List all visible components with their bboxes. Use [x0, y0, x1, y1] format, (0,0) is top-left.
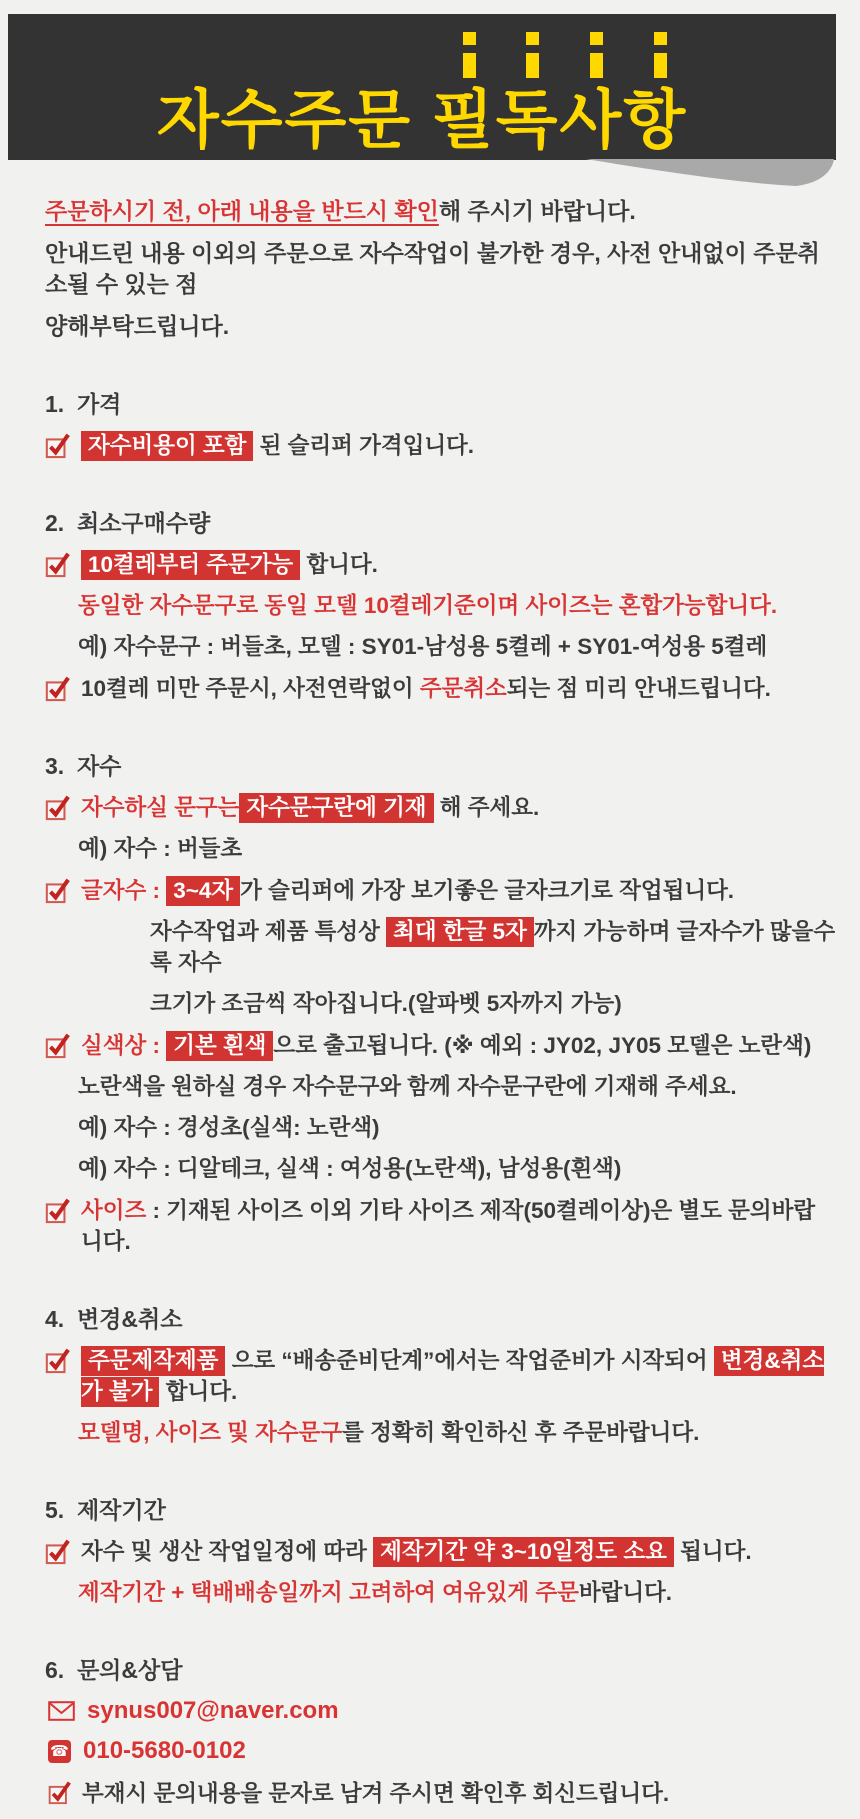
thread-color-note: 노란색을 원하실 경우 자수문구와 함께 자수문구란에 기재해 주세요.: [78, 1074, 737, 1099]
char-count-note-2: 크기가 조금씩 작아집니다.(알파벳 5자까지 가능): [150, 991, 622, 1016]
cancel-warning-text: [81, 672, 771, 704]
contact-phone: 010-5680-0102: [83, 1737, 246, 1764]
section-min-quantity-heading: 2. 최소구매수량: [45, 510, 211, 536]
change-cancel-note-red: 모델명, 사이즈 및 자수문구: [78, 1420, 343, 1445]
price-item: [45, 429, 836, 461]
change-cancel-b: 합니다.: [165, 1379, 238, 1404]
embroidery-phrase-highlight: 자수문구란에 기재: [239, 793, 433, 823]
section-price: [45, 389, 836, 461]
embroidery-phrase-red: 자수하실 문구는: [81, 795, 240, 820]
section-min-quantity: [45, 508, 836, 704]
intro-warning-red: 주문하시기 전, 아래 내용을 반드시 확인: [45, 198, 439, 224]
thread-color-highlight: 기본 흰색: [166, 1031, 273, 1061]
price-highlight: 자수비용이 포함: [81, 431, 253, 461]
char-count-b: 가 슬리퍼에 가장 보기좋은 글자크기로 작업됩니다.: [240, 878, 735, 903]
char-count-note-a: 자수작업과 제품 특성상: [150, 919, 387, 944]
section-production-period-heading: 5. 제작기간: [45, 1497, 166, 1523]
intro-block: [45, 196, 836, 342]
checkbox-check-icon: [45, 675, 70, 701]
checkbox-check-icon: [45, 877, 70, 903]
thread-color-b: 으로 출고됩니다. (※ 예외 : JY02, JY05 모델은 노란색): [273, 1033, 812, 1058]
embroidery-example: 예) 자수 : 버들초: [78, 836, 243, 861]
cancel-warning-red: 주문취소: [419, 676, 507, 701]
change-cancel-text: [81, 1344, 836, 1407]
production-period-b: 됩니다.: [673, 1539, 752, 1564]
page-title: [156, 84, 688, 156]
production-period-highlight: 제작기간 약 3~10일정도 소요: [373, 1537, 674, 1567]
min-quantity-item: [45, 548, 836, 580]
thread-color-text: [81, 1029, 811, 1061]
production-period-note: [78, 1577, 836, 1608]
thread-color-label: 실색상 :: [81, 1033, 167, 1058]
phone-icon: ☎: [48, 1740, 71, 1763]
change-cancel-note-b: 를 정확히 확인하신 후 주문바랍니다.: [342, 1420, 700, 1445]
production-period-item: [45, 1535, 836, 1567]
cancel-warning-item: [45, 672, 836, 704]
size-text: [81, 1194, 836, 1257]
char-count-note-b: 까지 가능하며 글자수가 많을수록 자수: [150, 919, 836, 975]
intro-line-1: [45, 196, 836, 227]
page-title-marked-text: 필독사항: [431, 84, 688, 156]
section-embroidery: [45, 751, 836, 1257]
min-quantity-highlight: 10켤레부터 주문가능: [81, 550, 300, 580]
thread-color-item: [45, 1029, 836, 1061]
change-cancel-note: [78, 1417, 836, 1448]
page-title-left: 자수주문: [156, 84, 432, 156]
embroidery-phrase-item: [45, 791, 836, 823]
contact-note-item: [48, 1777, 836, 1809]
checkbox-check-icon: [45, 1032, 70, 1058]
production-period-note-b: 바랍니다.: [578, 1580, 673, 1605]
section-price-heading: 1. 가격: [45, 391, 122, 417]
intro-line-3: 양해부탁드립니다.: [45, 313, 230, 339]
change-cancel-a: 으로 “배송준비단계”에서는 작업준비가 시작되어: [231, 1348, 714, 1373]
checkbox-check-icon: [45, 794, 70, 820]
size-label: 사이즈: [81, 1198, 147, 1223]
price-rest: 된 슬리퍼 가격입니다.: [259, 433, 475, 458]
checkbox-check-icon: [45, 1197, 70, 1223]
section-change-cancel-heading: 4. 변경&취소: [45, 1306, 183, 1332]
char-count-label: 글자수 :: [81, 878, 167, 903]
page-title-emphasized: [431, 84, 688, 156]
contact-email-row: [48, 1697, 836, 1725]
contact-email: synus007@naver.com: [87, 1697, 339, 1724]
change-cancel-item: [45, 1344, 836, 1407]
section-contact-heading: 6. 문의&상담: [45, 1657, 183, 1683]
intro-line-2: 안내드린 내용 이외의 주문으로 자수작업이 불가한 경우, 사전 안내없이 주문취소될 수 있는 점: [45, 240, 820, 297]
min-quantity-note-red: 동일한 자수문구로 동일 모델 10켤레기준이며 사이즈는 혼합가능합니다.: [78, 593, 778, 618]
thread-color-example-1: 예) 자수 : 경성초(실색: 노란색): [78, 1115, 380, 1140]
size-item: [45, 1194, 836, 1257]
checkbox-check-icon: [45, 1538, 70, 1564]
production-period-a: 자수 및 생산 작업일정에 따라: [81, 1539, 374, 1564]
notice-content: [0, 196, 860, 1819]
cancel-warning-a: 10켤레 미만 주문시, 사전연락없이: [81, 676, 420, 701]
section-contact: [45, 1655, 836, 1809]
size-b: : 기재된 사이즈 이외 기타 사이즈 제작(50켤레이상)은 별도 문의바랍니다.: [81, 1198, 816, 1254]
cancel-warning-b: 되는 점 미리 안내드립니다.: [506, 676, 771, 701]
contact-phone-row: [48, 1737, 836, 1765]
thread-color-example-2: 예) 자수 : 디알테크, 실색 : 여성용(노란색), 남성용(흰색): [78, 1156, 622, 1181]
production-period-note-red: 제작기간 + 택배배송일까지 고려하여 여유있게 주문: [78, 1580, 579, 1605]
checkbox-check-icon: [45, 432, 70, 458]
envelope-icon: [48, 1701, 75, 1721]
char-count-text: [81, 874, 734, 906]
section-production-period: [45, 1495, 836, 1608]
embroidery-phrase-text: [81, 791, 539, 823]
checkbox-check-icon: [45, 551, 70, 577]
page-curl-decoration: [586, 159, 836, 189]
min-quantity-text: [81, 548, 378, 580]
char-count-note-highlight: 최대 한글 5자: [386, 917, 534, 947]
section-change-cancel: [45, 1304, 836, 1448]
section-embroidery-heading: 3. 자수: [45, 753, 122, 779]
production-period-text: [81, 1535, 752, 1567]
made-to-order-highlight: 주문제작제품: [81, 1346, 225, 1376]
checkbox-check-icon: [45, 1347, 70, 1373]
intro-warning-rest: 해 주시기 바랍니다.: [438, 198, 636, 224]
no-change-highlight: 변경&취소가 불가: [81, 1346, 824, 1407]
min-quantity-example: 예) 자수문구 : 버들초, 모델 : SY01-남성용 5켤레 + SY01-여성용 5켤레: [78, 634, 768, 659]
char-count-note-1: [150, 916, 836, 978]
price-item-text: [81, 429, 474, 461]
char-count-item: [45, 874, 836, 906]
checkbox-check-icon: [48, 1780, 71, 1804]
embroidery-phrase-b: 해 주세요.: [433, 795, 540, 820]
header-banner: [8, 14, 836, 160]
min-quantity-rest: 합니다.: [306, 552, 378, 577]
contact-note-text: 부재시 문의내용을 문자로 남겨 주시면 확인후 회신드립니다.: [82, 1781, 670, 1806]
char-count-highlight: 3~4자: [166, 876, 240, 906]
